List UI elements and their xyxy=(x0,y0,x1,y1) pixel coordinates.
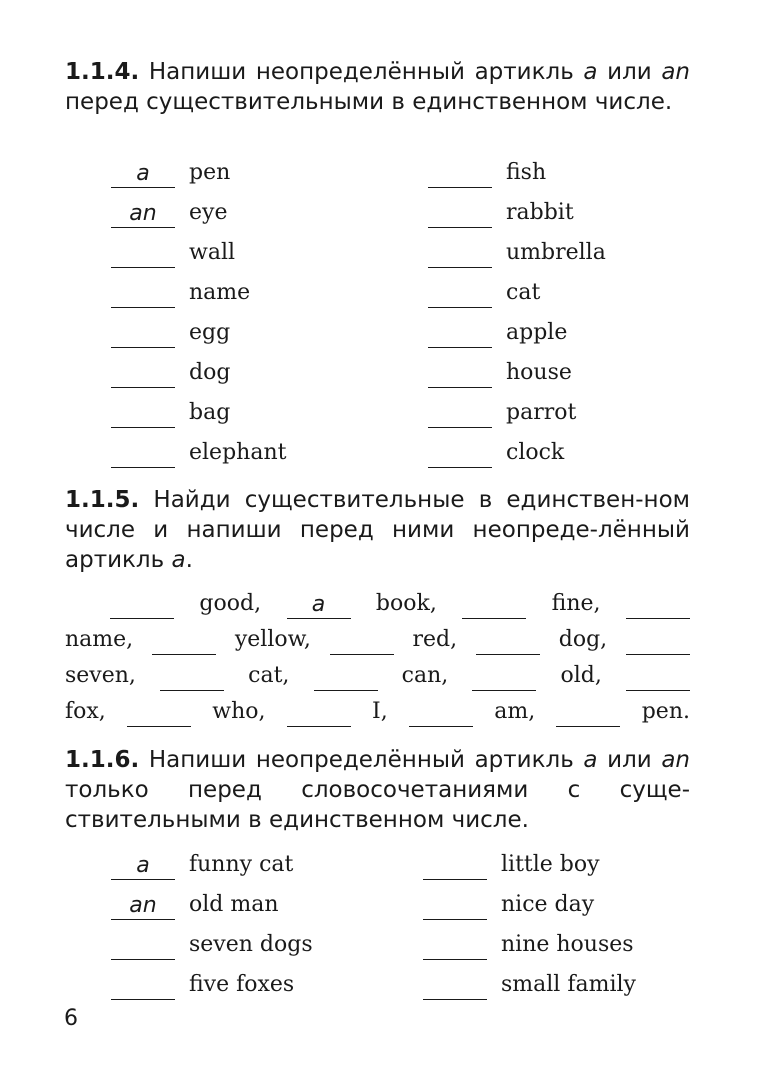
word: pen. xyxy=(641,699,690,724)
article-a: a xyxy=(171,547,186,573)
answer-blank[interactable] xyxy=(428,321,492,348)
exercise-item xyxy=(111,428,286,468)
article-an: an xyxy=(661,747,690,773)
answer-blank[interactable] xyxy=(423,893,487,920)
instruction-text: . xyxy=(185,547,193,573)
item-word: parrot xyxy=(506,400,577,425)
item-word: five foxes xyxy=(189,972,295,997)
word: good, xyxy=(199,591,262,616)
word-line xyxy=(65,621,690,655)
answer-blank[interactable] xyxy=(428,201,492,228)
handwritten-answer: a xyxy=(136,161,150,186)
exercise-item xyxy=(423,840,600,880)
item-word: wall xyxy=(189,240,236,265)
answer-blank[interactable] xyxy=(428,241,492,268)
answer-blank[interactable] xyxy=(472,664,536,691)
exercise-item xyxy=(428,228,606,268)
article-a: a xyxy=(583,59,598,85)
answer-blank[interactable] xyxy=(423,933,487,960)
answer-blank[interactable] xyxy=(626,664,690,691)
item-word: eye xyxy=(189,200,228,225)
word-line xyxy=(65,693,690,727)
exercise-item xyxy=(111,348,230,388)
exercise-item xyxy=(111,880,279,920)
word: I, xyxy=(372,699,388,724)
exercise-item xyxy=(111,388,230,428)
answer-blank[interactable] xyxy=(409,700,473,727)
answer-blank[interactable] xyxy=(111,321,175,348)
exercise-item xyxy=(111,920,313,960)
exercise-number: 1.1.4. xyxy=(65,59,140,85)
answer-blank[interactable] xyxy=(626,628,690,655)
instruction-text: Найди существительные в единствен-ном числе и напиши перед ними неопреде-лённый артикль xyxy=(65,487,690,573)
word: cat, xyxy=(248,663,290,688)
answer-blank[interactable] xyxy=(152,628,216,655)
item-word: bag xyxy=(189,400,231,425)
word: seven, xyxy=(65,663,136,688)
instruction-text: или xyxy=(597,747,662,773)
answer-blank[interactable] xyxy=(462,592,526,619)
item-word: clock xyxy=(506,440,565,465)
answer-blank[interactable] xyxy=(428,281,492,308)
word: fine, xyxy=(551,591,601,616)
article-an: an xyxy=(661,59,690,85)
exercise-1-1-5-word-lines xyxy=(65,585,690,735)
item-word: apple xyxy=(506,320,568,345)
exercise-item xyxy=(111,268,250,308)
word: dog, xyxy=(558,627,608,652)
answer-blank[interactable] xyxy=(428,161,492,188)
word: can, xyxy=(401,663,449,688)
answer-blank[interactable] xyxy=(111,281,175,308)
exercise-item xyxy=(111,308,230,348)
handwritten-answer: a xyxy=(136,853,150,878)
handwritten-answer: a xyxy=(311,592,326,617)
item-word: house xyxy=(506,360,572,385)
item-word: name xyxy=(189,280,251,305)
exercise-item xyxy=(423,920,634,960)
answer-blank[interactable] xyxy=(111,161,175,188)
answer-blank[interactable] xyxy=(111,201,175,228)
item-word: rabbit xyxy=(506,200,574,225)
exercise-item xyxy=(428,348,572,388)
word: yellow, xyxy=(234,627,311,652)
answer-blank[interactable] xyxy=(423,973,487,1000)
exercise-item xyxy=(111,188,227,228)
article-a: a xyxy=(583,747,598,773)
answer-blank[interactable] xyxy=(111,441,175,468)
item-word: egg xyxy=(189,320,231,345)
item-word: cat xyxy=(506,280,541,305)
handwritten-answer: an xyxy=(129,201,157,226)
answer-blank[interactable] xyxy=(428,401,492,428)
exercise-item xyxy=(111,228,235,268)
item-word: pen xyxy=(189,160,231,185)
exercise-1-1-6-heading xyxy=(65,745,690,835)
word: book, xyxy=(375,591,437,616)
item-word: fish xyxy=(506,160,547,185)
answer-blank[interactable] xyxy=(423,853,487,880)
answer-blank[interactable] xyxy=(330,628,394,655)
exercise-number: 1.1.6. xyxy=(65,747,140,773)
answer-blank[interactable] xyxy=(111,853,175,880)
answer-blank[interactable] xyxy=(626,592,690,619)
item-word: small family xyxy=(501,972,636,997)
exercise-item xyxy=(423,880,594,920)
answer-blank[interactable] xyxy=(111,973,175,1000)
item-word: elephant xyxy=(189,440,287,465)
page-number: 6 xyxy=(64,1006,78,1031)
instruction-text: или xyxy=(597,59,662,85)
exercise-1-1-5-heading xyxy=(65,485,690,575)
answer-blank[interactable] xyxy=(111,893,175,920)
exercise-item xyxy=(428,148,546,188)
instruction-text: Напиши неопределённый артикль xyxy=(139,747,584,773)
word: fox, xyxy=(65,699,106,724)
answer-blank[interactable] xyxy=(110,592,174,619)
answer-blank[interactable] xyxy=(428,361,492,388)
answer-blank[interactable] xyxy=(111,401,175,428)
exercise-item xyxy=(111,840,293,880)
word: am, xyxy=(494,699,536,724)
answer-blank[interactable] xyxy=(111,933,175,960)
item-word: little boy xyxy=(501,852,600,877)
answer-blank[interactable] xyxy=(476,628,540,655)
answer-blank[interactable] xyxy=(160,664,224,691)
exercise-item xyxy=(428,188,574,228)
item-word: nine houses xyxy=(501,932,634,957)
exercise-item xyxy=(428,388,576,428)
answer-blank[interactable] xyxy=(556,700,620,727)
answer-blank[interactable] xyxy=(111,241,175,268)
word-line xyxy=(110,585,690,619)
answer-blank[interactable] xyxy=(287,700,351,727)
word: old, xyxy=(560,663,602,688)
instruction-text: Напиши неопределённый артикль xyxy=(139,59,584,85)
exercise-item xyxy=(423,960,636,1000)
exercise-1-1-4-heading xyxy=(65,57,690,117)
answer-blank[interactable] xyxy=(111,361,175,388)
item-word: dog xyxy=(189,360,231,385)
answer-blank[interactable] xyxy=(314,664,378,691)
item-word: seven dogs xyxy=(189,932,313,957)
answer-blank[interactable] xyxy=(127,700,191,727)
exercise-item xyxy=(111,148,230,188)
answer-blank[interactable] xyxy=(428,441,492,468)
exercise-number: 1.1.5. xyxy=(65,487,140,513)
word-line xyxy=(65,657,690,691)
word: red, xyxy=(412,627,458,652)
item-word: old man xyxy=(189,892,279,917)
exercise-item xyxy=(428,268,540,308)
answer-blank[interactable] xyxy=(287,592,351,619)
item-word: umbrella xyxy=(506,240,606,265)
instruction-text: только перед словосочетаниями с суще-ствительными в единственном числе. xyxy=(65,777,690,833)
exercise-item xyxy=(428,308,567,348)
exercise-item xyxy=(428,428,564,468)
item-word: nice day xyxy=(501,892,595,917)
word: who, xyxy=(212,699,266,724)
handwritten-answer: an xyxy=(129,893,157,918)
instruction-text: перед существительными в единственном числе. xyxy=(65,89,673,115)
exercise-item xyxy=(111,960,294,1000)
word: name, xyxy=(65,627,134,652)
item-word: funny cat xyxy=(189,852,294,877)
